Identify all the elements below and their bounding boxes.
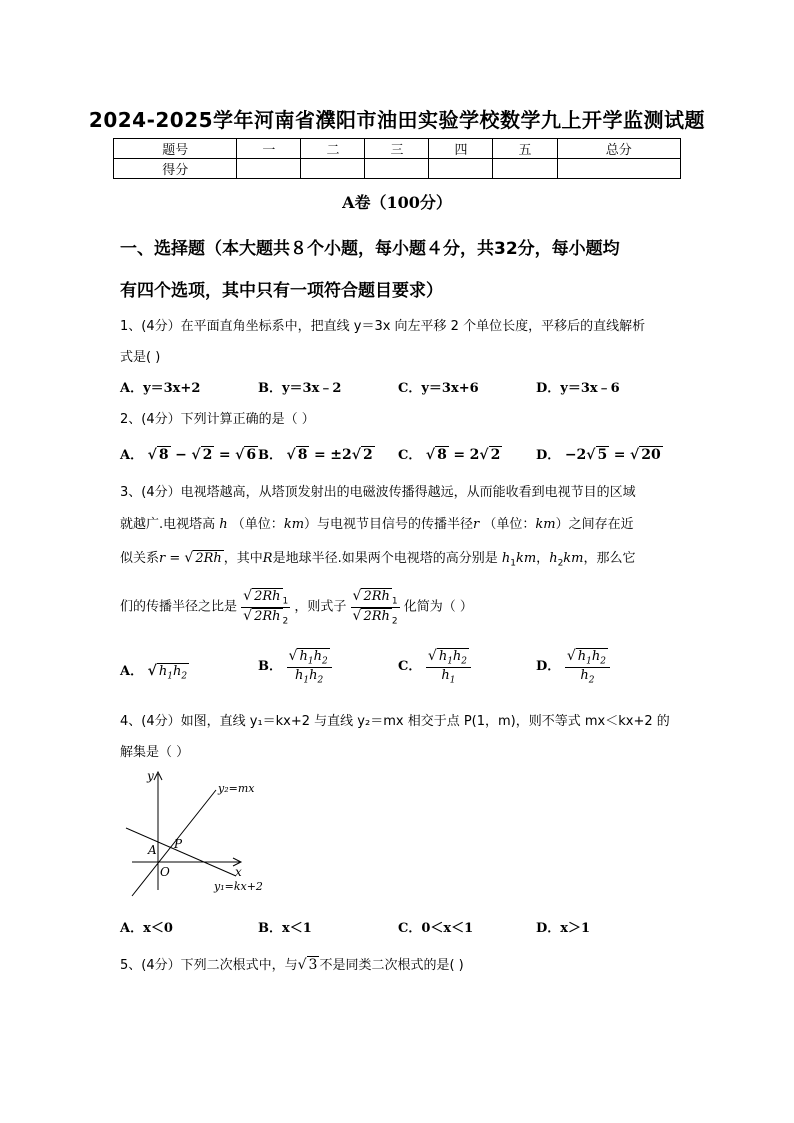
sqrt-sign: √ [191, 447, 201, 463]
q3-option-c [398, 648, 471, 685]
var-r: r [473, 517, 480, 532]
ratio-fraction: $\frac{√ 2Rh _1}{√ 2Rh _2}$ [243, 588, 289, 627]
option-label: A． [120, 448, 144, 463]
score-cell [365, 159, 429, 179]
a-label: A [148, 843, 157, 857]
text: ，其中 [223, 551, 263, 566]
radicand: 2Rh [363, 608, 390, 624]
radicand: 8 [158, 447, 169, 463]
minus-sign: − [175, 447, 187, 463]
q1-option-b: B．y＝3x﹣2 [258, 381, 342, 396]
y-label: y [147, 769, 154, 783]
line-y1 [126, 828, 236, 876]
text: 们的传播半径之比是 [120, 599, 238, 615]
score-header-cell: 一 [237, 139, 301, 159]
q3-stem-line3: 似关系r = √ 2Rh ，其中R是地球半径.如果两个电视塔的高分别是 $h_1km$，$h_2km$，那么它 [120, 550, 636, 569]
radicand: 6 [246, 447, 257, 463]
radicand: 3 [308, 957, 318, 973]
option-label: C． [398, 659, 422, 675]
option-label: D． [536, 448, 561, 463]
sqrt-sign: √ [147, 447, 157, 463]
sqrt-sign: √ [235, 447, 245, 463]
radicand: 8 [297, 447, 308, 463]
q5-stem: 5、(4分）下列二次根式中，与√ 3 不是同类二次根式的是( ) [120, 957, 464, 973]
text: ）与电视节目信号的传播半径 [304, 517, 474, 532]
formula-lhs: r = [159, 551, 185, 566]
y2-label: y₂=mx [218, 782, 255, 795]
q3-stem-line4 [120, 588, 473, 626]
q4-option-c: C．0＜x＜1 [398, 921, 474, 936]
score-header-cell: 二 [301, 139, 365, 159]
fraction: $\frac{√ h_1h_2}{h_1h_2}$ [287, 648, 332, 685]
radicand: 2Rh [254, 589, 281, 604]
text: （单位： [483, 517, 536, 532]
sqrt-sign: √ [351, 447, 361, 463]
q4-stem-line1: 4、(4分）如图，直线 y₁＝kx+2 与直线 y₂＝mx 相交于点 P(1，m)，则不等式 mx＜kx+2 的 [120, 714, 670, 729]
text: 5、(4分）下列二次根式中，与 [120, 958, 298, 973]
sqrt-sign: √ [630, 447, 640, 463]
text: 是地球半径.如果两个电视塔的高分别是 [272, 551, 498, 566]
score-table-score-row [114, 159, 681, 179]
text: ， [536, 551, 550, 566]
q2-option-d [536, 444, 663, 463]
score-cell [429, 159, 493, 179]
equals-sign: = [314, 447, 326, 463]
sqrt-sign: √ [184, 550, 194, 566]
equals-sign: = [453, 447, 466, 463]
section-title: A卷（100分） [342, 193, 452, 212]
radicand: 2 [490, 447, 501, 463]
score-table [113, 138, 681, 179]
q4-option-b: B．x＜1 [258, 921, 312, 936]
unit-km: km [563, 551, 584, 566]
score-cell [237, 159, 301, 179]
option-label: A． [120, 664, 144, 679]
q4-graph [118, 768, 288, 898]
sqrt-sign: √ [286, 447, 296, 463]
x-label: x [235, 865, 242, 879]
text: 不是同类二次根式的是( ) [319, 958, 464, 973]
score-header-cell: 四 [429, 139, 493, 159]
score-row-label: 得分 [114, 159, 237, 179]
exam-title: 2024-2025学年河南省濮阳市油田实验学校数学九上开学监测试题 [88, 108, 706, 132]
var-h2: h [549, 551, 558, 566]
q1-option-d: D．y＝3x﹣6 [536, 381, 620, 396]
var-h1: h [501, 551, 511, 566]
y1-label: y₁=kx+2 [214, 880, 263, 893]
part-heading-line1: 一、选择题（本大题共８个小题，每小题４分，共32分，每小题均 [120, 239, 620, 259]
q1-stem-line2: 式是( ) [120, 350, 161, 365]
radicand: 5 [597, 447, 608, 463]
score-cell [301, 159, 365, 179]
text: ，则式子 [294, 599, 347, 615]
fraction: $\frac{√ h_1h_2}{h_1}$ [426, 648, 471, 685]
q4-stem-line2: 解集是（ ） [120, 745, 190, 760]
text: （单位： [231, 517, 284, 532]
sqrt-sign: √ [586, 447, 596, 463]
q1-option-c: C．y＝3x+6 [398, 381, 479, 396]
q1-stem-line1: 1、(4分）在平面直角坐标系中，把直线 y＝3x 向左平移 2 个单位长度，平移后的直线解析 [120, 319, 646, 334]
q3-option-d [536, 648, 610, 685]
score-header-cell: 三 [365, 139, 429, 159]
score-header-cell: 题号 [114, 139, 237, 159]
origin-label: O [160, 865, 170, 879]
coefficient: ±2 [330, 447, 352, 463]
radicand: 2Rh [254, 608, 281, 624]
var-R: R [262, 551, 273, 566]
var-h: h [219, 517, 228, 532]
score-cell [557, 159, 681, 179]
radicand: 8 [437, 447, 447, 463]
q1-option-a: A．y＝3x+2 [120, 381, 201, 396]
text: 化简为（ ） [403, 599, 473, 615]
equals-sign: = [613, 447, 626, 463]
q3-option-b [258, 648, 332, 685]
unit-km: km [535, 517, 556, 532]
radicand: $h_1h_2$ [158, 664, 188, 682]
text: 就越广.电视塔高 [120, 517, 216, 532]
q3-option-a: A． √ $h_1h_2$ [120, 663, 188, 682]
q2-option-a [120, 444, 258, 463]
radicand: 2 [202, 447, 213, 463]
part-heading-line2: 有四个选项，其中只有一项符合题目要求） [120, 281, 443, 301]
expression-fraction: $\frac{√ 2Rh _1}{√ 2Rh _2}$ [352, 588, 398, 627]
radicand: 2Rh [363, 589, 390, 604]
q2-stem: 2、(4分）下列计算正确的是（ ） [120, 412, 315, 427]
radicand: 2Rh [195, 551, 222, 566]
sqrt-sign: √ [479, 447, 489, 463]
p-label: P [174, 837, 183, 851]
text: ）之间存在近 [555, 517, 634, 532]
score-header-cell: 五 [493, 139, 557, 159]
text: 似关系 [120, 551, 160, 566]
coefficient: −2 [564, 447, 587, 463]
unit-km: km [283, 517, 305, 532]
unit-km: km [515, 551, 537, 566]
radicand: 20 [641, 447, 661, 463]
score-header-cell: 总分 [557, 139, 681, 159]
option-label: D． [536, 659, 561, 675]
coefficient: 2 [469, 447, 480, 463]
option-label: B． [258, 448, 282, 463]
score-cell [493, 159, 557, 179]
score-table-header-row [114, 139, 681, 159]
q4-option-a: A．x＜0 [120, 921, 173, 936]
q3-stem-line2 [120, 513, 634, 532]
q2-option-c [398, 444, 502, 463]
option-label: C． [398, 448, 422, 463]
text: ，那么它 [583, 551, 636, 566]
option-label: B． [258, 659, 282, 675]
q3-stem-line1: 3、(4分）电视塔越高，从塔顶发射出的电磁波传播得越远，从而能收看到电视节目的区域 [120, 485, 636, 500]
equals-sign: = [218, 447, 231, 463]
radicand: 2 [362, 447, 373, 463]
fraction: $\frac{√ h_1h_2}{h_2}$ [565, 648, 610, 685]
q4-option-d: D．x＞1 [536, 921, 591, 936]
sqrt-sign: √ [425, 447, 436, 463]
q2-option-b [258, 444, 375, 463]
